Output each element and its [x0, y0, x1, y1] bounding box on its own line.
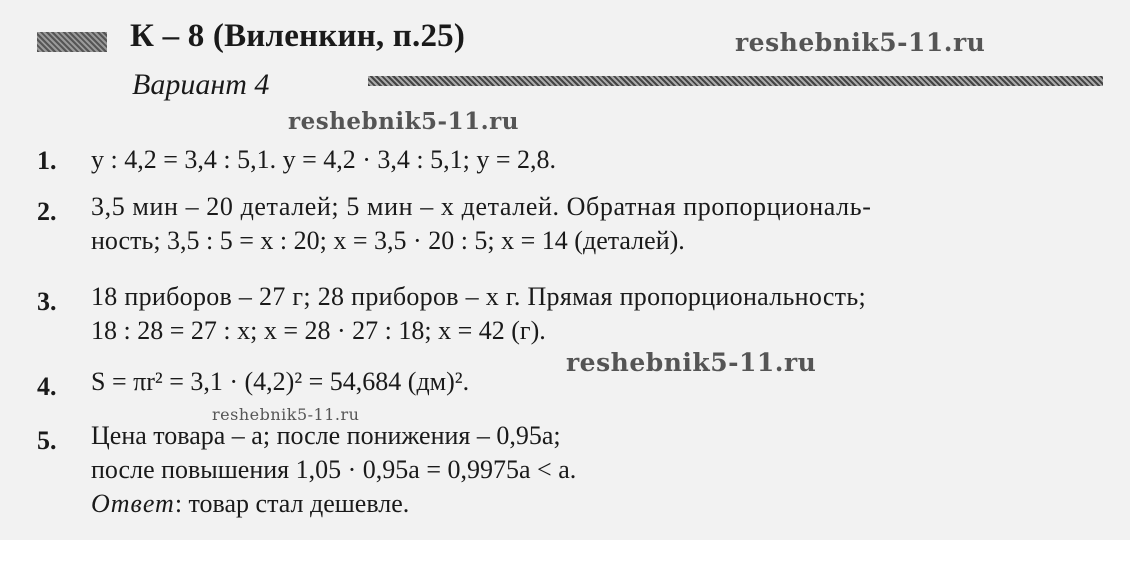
watermark: reshebnik5-11.ru [288, 108, 519, 135]
bottom-margin [0, 540, 1130, 575]
answer-line [91, 490, 409, 519]
problem-line: 18 : 28 = 27 : x; x = 28 · 27 : 18; x = 42 (г). [91, 316, 546, 345]
problem-line: S = πr² = 3,1 · (4,2)² = 54,684 (дм)². [91, 367, 470, 396]
variant-subtitle: Вариант 4 [132, 68, 270, 101]
watermark: reshebnik5-11.ru [735, 28, 986, 57]
title-marker [37, 32, 107, 52]
subtitle-rule [368, 76, 1103, 86]
answer-text: : товар стал дешевле. [174, 489, 410, 518]
problem-number: 5. [37, 426, 57, 455]
problem-number: 3. [37, 287, 57, 316]
page-title: К – 8 (Виленкин, п.25) [130, 18, 466, 54]
problem-line: после повышения 1,05 · 0,95a = 0,9975a < a. [91, 455, 577, 484]
problem-number: 1. [37, 146, 57, 175]
problem-line: y : 4,2 = 3,4 : 5,1. y = 4,2 · 3,4 : 5,1; y = 2,8. [91, 145, 557, 174]
problem-line: ность; 3,5 : 5 = x : 20; x = 3,5 · 20 : 5; x = 14 (деталей). [91, 226, 685, 255]
problem-number: 4. [37, 372, 57, 401]
answer-label: Ответ [91, 489, 175, 518]
problem-line: 18 приборов – 27 г; 28 приборов – x г. Прямая пропорциональность; [91, 282, 867, 311]
watermark: reshebnik5-11.ru [566, 348, 817, 377]
problem-line: 3,5 мин – 20 деталей; 5 мин – x деталей. Обратная пропорциональ- [91, 192, 872, 221]
problem-line: Цена товара – a; после понижения – 0,95a; [91, 421, 561, 450]
problem-number: 2. [37, 197, 57, 226]
watermark: reshebnik5-11.ru [212, 405, 360, 424]
